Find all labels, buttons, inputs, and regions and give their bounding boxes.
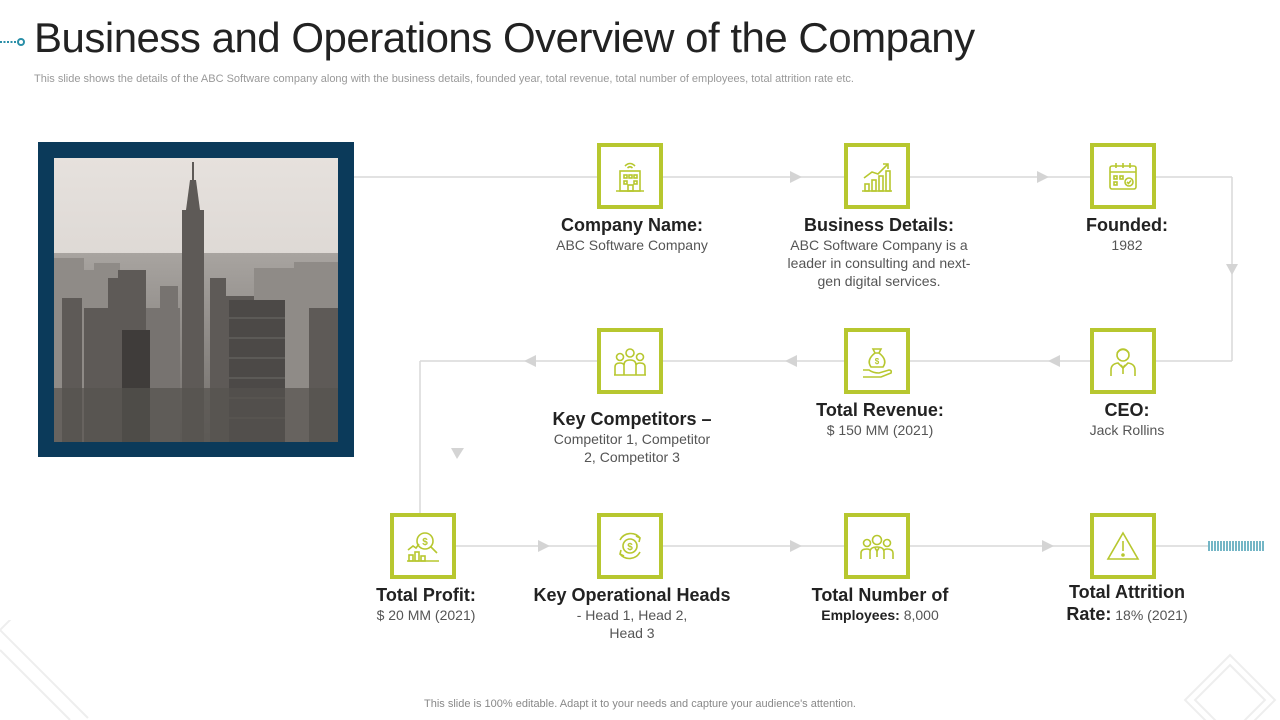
arrow-right xyxy=(538,540,550,552)
arrow-down xyxy=(451,448,464,459)
profit-search-icon xyxy=(405,528,441,564)
key-operational-heads-node xyxy=(512,584,752,642)
founded-value: 1982 xyxy=(1111,237,1143,253)
key-competitors-node xyxy=(522,408,742,466)
founded-icon-box xyxy=(1090,143,1156,209)
total-employees-title: Total Number of xyxy=(811,585,949,605)
arrow-left xyxy=(524,355,536,367)
total-revenue-node xyxy=(770,399,990,439)
total-attrition-title: Total Attrition xyxy=(1069,582,1185,602)
business-details-title: Business Details: xyxy=(803,215,955,235)
company-name-node xyxy=(522,214,742,254)
total-profit-value: $ 20 MM (2021) xyxy=(376,607,476,623)
key-competitors-value: Competitor 1, Competitor 2, Competitor 3 xyxy=(553,431,711,465)
total-profit-node xyxy=(316,584,536,624)
business-details-value: ABC Software Company is a leader in consulting and next-gen digital services. xyxy=(787,237,971,289)
founded-node xyxy=(1017,214,1237,254)
total-employees-icon-box xyxy=(844,513,910,579)
calendar-icon xyxy=(1105,158,1141,194)
arrow-left xyxy=(1048,355,1060,367)
key-competitors-icon-box xyxy=(597,328,663,394)
total-employees-value-line xyxy=(770,606,990,624)
money-bag-hand-icon xyxy=(859,343,895,379)
building-icon xyxy=(612,158,648,194)
total-revenue-value: $ 150 MM (2021) xyxy=(826,422,934,438)
total-attrition-node xyxy=(1017,581,1237,625)
total-attrition-value: 18% (2021) xyxy=(1115,607,1188,623)
ceo-value: Jack Rollins xyxy=(1089,422,1165,438)
company-name-icon-box xyxy=(597,143,663,209)
svg-text:$: $ xyxy=(874,357,880,366)
total-profit-title: Total Profit: xyxy=(376,585,476,605)
key-operational-heads-icon-box xyxy=(597,513,663,579)
total-employees-value-label: Employees: xyxy=(821,607,900,623)
warning-icon xyxy=(1105,528,1141,564)
key-competitors-title: Key Competitors – xyxy=(552,409,712,429)
svg-text:$: $ xyxy=(422,537,428,548)
total-attrition-icon-box xyxy=(1090,513,1156,579)
business-details-icon-box xyxy=(844,143,910,209)
arrow-right xyxy=(1037,171,1049,183)
total-revenue-icon-box xyxy=(844,328,910,394)
arrow-right xyxy=(790,171,802,183)
total-attrition-value-label: Rate: xyxy=(1066,604,1112,624)
total-attrition-value-line xyxy=(1017,603,1237,625)
arrow-right xyxy=(1042,540,1054,552)
ceo-icon-box xyxy=(1090,328,1156,394)
page-title: Business and Operations Overview of the Company xyxy=(34,14,975,61)
total-employees-node xyxy=(770,584,990,624)
dollar-cycle-icon xyxy=(612,528,648,564)
svg-text:$: $ xyxy=(627,542,633,553)
key-operational-heads-value: - Head 1, Head 2, Head 3 xyxy=(576,607,688,641)
arrow-right xyxy=(790,540,802,552)
growth-chart-icon xyxy=(859,158,895,194)
company-name-title: Company Name: xyxy=(560,215,704,235)
team-icon xyxy=(612,343,648,379)
total-profit-icon-box xyxy=(390,513,456,579)
business-details-node xyxy=(769,214,989,290)
ceo-node xyxy=(1017,399,1237,439)
businessman-icon xyxy=(1105,343,1141,379)
arrow-left xyxy=(785,355,797,367)
arrow-down xyxy=(1226,264,1238,275)
company-name-value: ABC Software Company xyxy=(556,237,708,253)
footer-note: This slide is 100% editable. Adapt it to your needs and capture your audience's attention. xyxy=(424,698,856,710)
flow-end-stripe xyxy=(1208,541,1264,551)
key-operational-heads-title: Key Operational Heads xyxy=(533,585,731,605)
photo-frame xyxy=(38,142,354,457)
founded-title: Founded: xyxy=(1086,215,1168,235)
city-skyline-image xyxy=(54,158,338,442)
ceo-title: CEO: xyxy=(1104,400,1150,420)
total-revenue-title: Total Revenue: xyxy=(816,400,944,420)
employees-group-icon xyxy=(859,528,895,564)
total-employees-value: 8,000 xyxy=(903,607,939,623)
page-subtitle: This slide shows the details of the ABC Software company along with the business details, founded year, total revenue, total number of employees, total attrition rate etc. xyxy=(34,73,854,85)
